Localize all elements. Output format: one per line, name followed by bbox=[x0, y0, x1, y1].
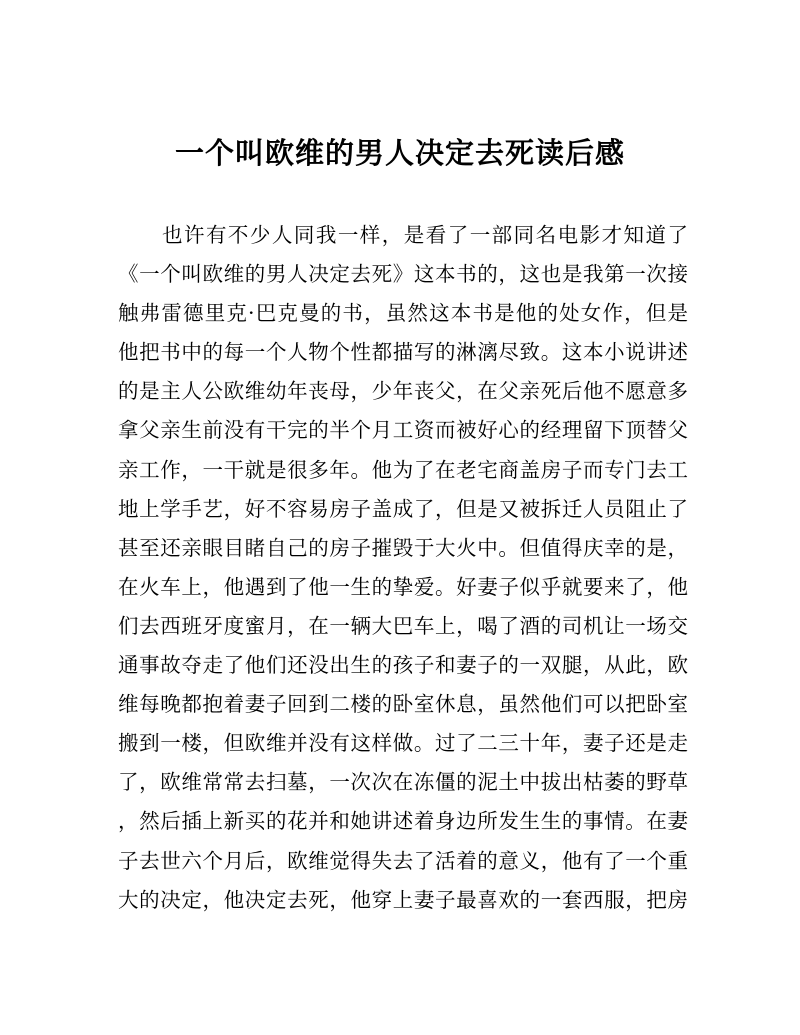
text-line: 地上学手艺，好不容易房子盖成了，但是又被拆迁人员阻止了 bbox=[118, 496, 688, 521]
document-title: 一个叫欧维的男人决定去死读后感 bbox=[174, 136, 625, 170]
text-line: 维每晚都抱着妻子回到二楼的卧室休息，虽然他们可以把卧室 bbox=[118, 692, 688, 717]
text-line: 《一个叫欧维的男人决定去死》这本书的，这也是我第一次接 bbox=[118, 262, 688, 287]
text-line: 触弗雷德里克·巴克曼的书，虽然这本书是他的处女作，但是 bbox=[118, 301, 688, 326]
body-paragraph bbox=[118, 216, 688, 920]
text-line: 拿父亲生前没有干完的半个月工资而被好心的经理留下顶替父 bbox=[118, 418, 688, 443]
text-line: 们去西班牙度蜜月，在一辆大巴车上，喝了酒的司机让一场交 bbox=[118, 613, 688, 638]
text-line: 他把书中的每一个人物个性都描写的淋漓尽致。这本小说讲述 bbox=[118, 340, 688, 365]
text-line: ，然后插上新买的花并和她讲述着身边所发生生的事情。在妻 bbox=[118, 809, 688, 834]
text-line: 在火车上，他遇到了他一生的挚爱。好妻子似乎就要来了，他 bbox=[118, 574, 688, 599]
text-line: 通事故夺走了他们还没出生的孩子和妻子的一双腿，从此，欧 bbox=[118, 653, 688, 678]
text-line: 大的决定，他决定去死，他穿上妻子最喜欢的一套西服，把房 bbox=[118, 887, 688, 912]
text-line: 搬到一楼，但欧维并没有这样做。过了二三十年，妻子还是走 bbox=[118, 731, 688, 756]
text-line: 也许有不少人同我一样，是看了一部同名电影才知道了 bbox=[162, 223, 688, 247]
text-line: 甚至还亲眼目睹自己的房子摧毁于大火中。但值得庆幸的是， bbox=[118, 535, 688, 560]
text-line: 亲工作，一干就是很多年。他为了在老宅商盖房子而专门去工 bbox=[118, 457, 688, 482]
text-line: 了，欧维常常去扫墓，一次次在冻僵的泥土中拔出枯萎的野草 bbox=[118, 770, 688, 795]
text-line: 子去世六个月后，欧维觉得失去了活着的意义，他有了一个重 bbox=[118, 848, 688, 873]
text-line: 的是主人公欧维幼年丧母，少年丧父，在父亲死后他不愿意多 bbox=[118, 379, 688, 404]
